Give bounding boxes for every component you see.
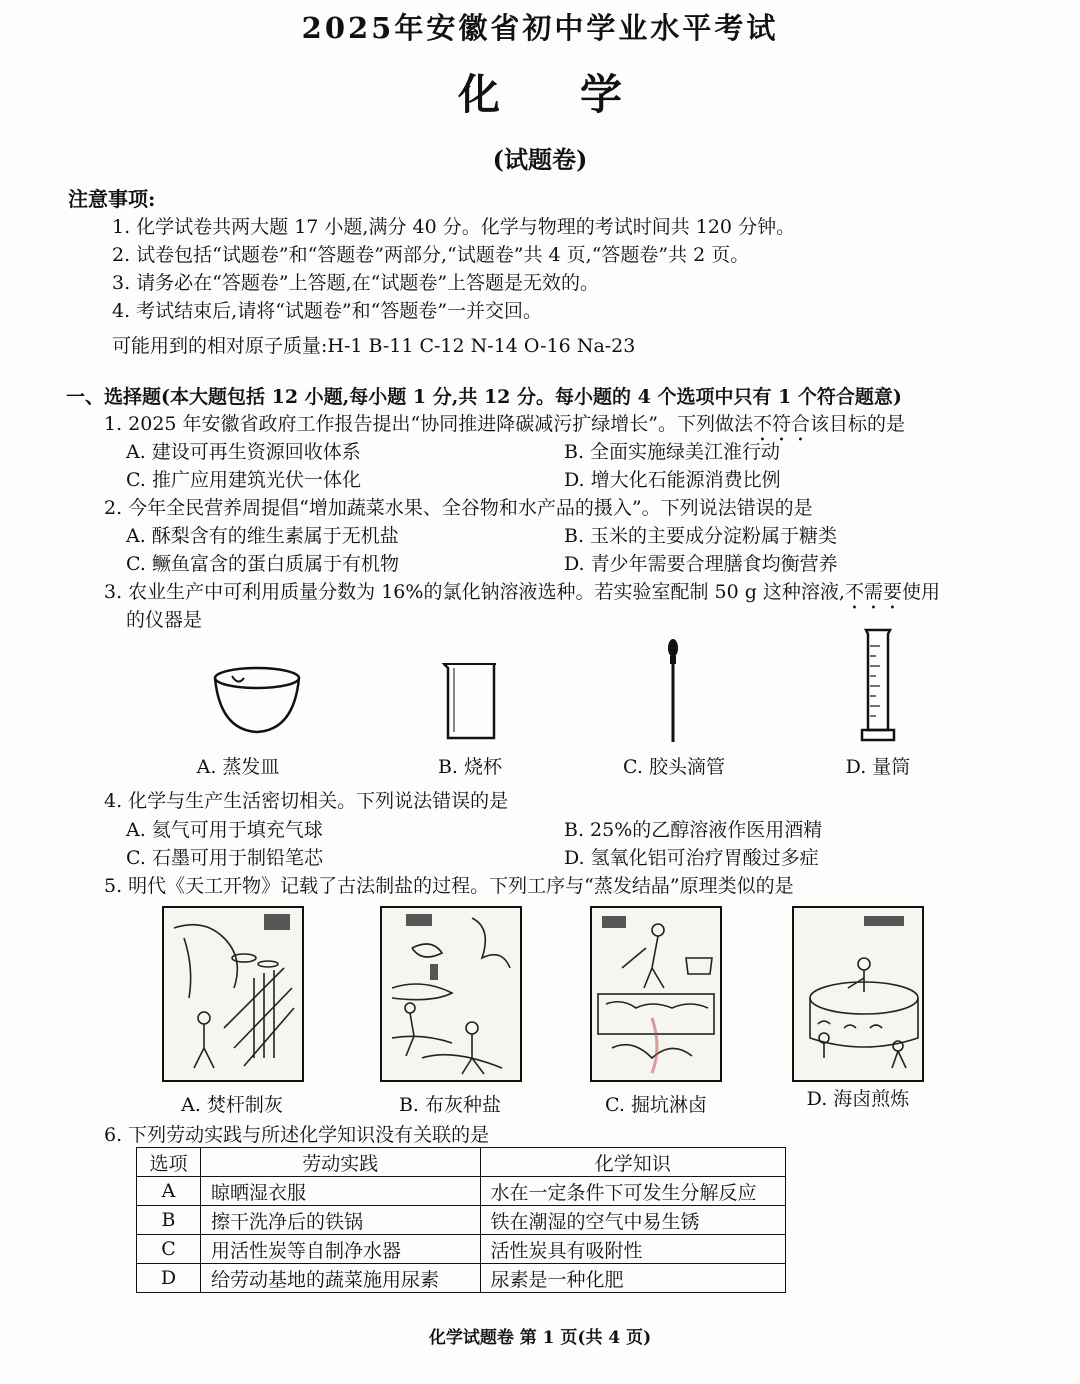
woodcut-illustration-b <box>380 906 522 1082</box>
note-item-3: 3. 请务必在“答题卷”上答题,在“试题卷”上答题是无效的。 <box>112 272 600 294</box>
table-header-option: 选项 <box>137 1148 201 1177</box>
table-cell: 给劳动基地的蔬菜施用尿素 <box>200 1264 480 1293</box>
q4-option-d: D. 氢氧化铝可治疗胃酸过多症 <box>564 847 819 869</box>
q3-stem <box>104 577 940 614</box>
table-cell: 水在一定条件下可发生分解反应 <box>480 1177 786 1206</box>
q1-emphasis: 不符合 <box>753 413 811 435</box>
woodcut-illustration-c <box>590 906 722 1082</box>
q3-emphasis: 不需要 <box>844 581 902 603</box>
q2-option-b: B. 玉米的主要成分淀粉属于糖类 <box>564 525 838 547</box>
q4-stem: 4. 化学与生产生活密切相关。下列说法错误的是 <box>104 790 509 812</box>
beaker-icon <box>440 660 500 745</box>
note-item-1: 1. 化学试卷共两大题 17 小题,满分 40 分。化学与物理的考试时间共 120 分钟。 <box>112 216 796 238</box>
table-cell: 用活性炭等自制净水器 <box>200 1235 480 1264</box>
notes-heading: 注意事项: <box>68 187 156 211</box>
table-cell: 铁在潮湿的空气中易生锈 <box>480 1206 786 1235</box>
q2-option-c: C. 鳜鱼富含的蛋白质属于有机物 <box>126 553 399 575</box>
table-cell: B <box>137 1206 201 1235</box>
note-item-2: 2. 试卷包括“试题卷”和“答题卷”两部分,“试题卷”共 4 页,“答题卷”共 2 页。 <box>112 244 750 266</box>
q4-option-b: B. 25%的乙醇溶液作医用酒精 <box>564 819 823 841</box>
q1-option-a: A. 建设可再生资源回收体系 <box>126 441 361 463</box>
q4-option-a: A. 氦气可用于填充气球 <box>126 819 323 841</box>
table-cell: 擦干洗净后的铁锅 <box>200 1206 480 1235</box>
dropper-icon <box>660 636 686 746</box>
table-cell: 尿素是一种化肥 <box>480 1264 786 1293</box>
q1-stem-part2: 该目标的是 <box>810 413 906 435</box>
table-row <box>137 1264 786 1293</box>
table-row <box>137 1235 786 1264</box>
graduated-cylinder-icon <box>858 626 898 746</box>
table-cell: C <box>137 1235 201 1264</box>
q6-table <box>136 1147 786 1293</box>
table-row <box>137 1177 786 1206</box>
q5-caption-c: C. 掘坑淋卤 <box>605 1094 707 1116</box>
table-cell: D <box>137 1264 201 1293</box>
table-cell: 晾晒湿衣服 <box>200 1177 480 1206</box>
q3-caption-a: A. 蒸发皿 <box>196 756 280 778</box>
q5-caption-b: B. 布灰种盐 <box>398 1094 502 1116</box>
q3-caption-d: D. 量筒 <box>845 756 911 778</box>
page-footer: 化学试题卷 第 1 页(共 4 页) <box>428 1328 652 1348</box>
q6-stem: 6. 下列劳动实践与所述化学知识没有关联的是 <box>104 1124 490 1146</box>
note-item-4: 4. 考试结束后,请将“试题卷”和“答题卷”一并交回。 <box>112 300 543 322</box>
q5-caption-a: A. 焚杆制灰 <box>181 1094 283 1116</box>
volume-label: (试题卷) <box>492 145 588 174</box>
q3-stem-line2: 的仪器是 <box>126 609 203 631</box>
section-heading: 一、选择题(本大题包括 12 小题,每小题 1 分,共 12 分。每小题的 4 个选项中只有 1 个符合题意) <box>66 386 902 408</box>
q2-stem: 2. 今年全民营养周提倡“增加蔬菜水果、全谷物和水产品的摄入”。下列说法错误的是 <box>104 497 813 519</box>
table-header-practice: 劳动实践 <box>200 1148 480 1177</box>
q5-caption-d: D. 海卤煎炼 <box>806 1088 910 1110</box>
q3-stem-part2: 使用 <box>901 581 940 603</box>
q1-option-d: D. 增大化石能源消费比例 <box>564 469 781 491</box>
q2-option-a: A. 酥梨含有的维生素属于无机盐 <box>126 525 399 547</box>
q1-option-c: C. 推广应用建筑光伏一体化 <box>126 469 361 491</box>
table-header-row <box>137 1148 786 1177</box>
subject-title: 化学 <box>457 70 702 119</box>
evaporating-dish-icon <box>210 660 305 740</box>
q3-caption-c: C. 胶头滴管 <box>623 756 725 778</box>
table-cell: 活性炭具有吸附性 <box>480 1235 786 1264</box>
table-row <box>137 1206 786 1235</box>
exam-title: 2025年安徽省初中学业水平考试 <box>301 11 779 45</box>
woodcut-illustration-a <box>162 906 304 1082</box>
q3-caption-b: B. 烧杯 <box>437 756 503 778</box>
q1-stem-part1: 1. 2025 年安徽省政府工作报告提出“协同推进降碳减污扩绿增长”。下列做法 <box>104 413 753 435</box>
q2-option-d: D. 青少年需要合理膳食均衡营养 <box>564 553 838 575</box>
table-header-knowledge: 化学知识 <box>480 1148 786 1177</box>
q1-option-b: B. 全面实施绿美江淮行动 <box>564 441 781 463</box>
q5-stem: 5. 明代《天工开物》记载了古法制盐的过程。下列工序与“蒸发结晶”原理类似的是 <box>104 875 794 897</box>
woodcut-illustration-d <box>792 906 924 1082</box>
table-cell: A <box>137 1177 201 1206</box>
atomic-masses: 可能用到的相对原子质量:H-1 B-11 C-12 N-14 O-16 Na-23 <box>112 335 636 357</box>
q3-stem-part1: 3. 农业生产中可利用质量分数为 16%的氯化钠溶液选种。若实验室配制 50 g 这种溶液, <box>104 581 845 603</box>
q4-option-c: C. 石墨可用于制铅笔芯 <box>126 847 323 869</box>
